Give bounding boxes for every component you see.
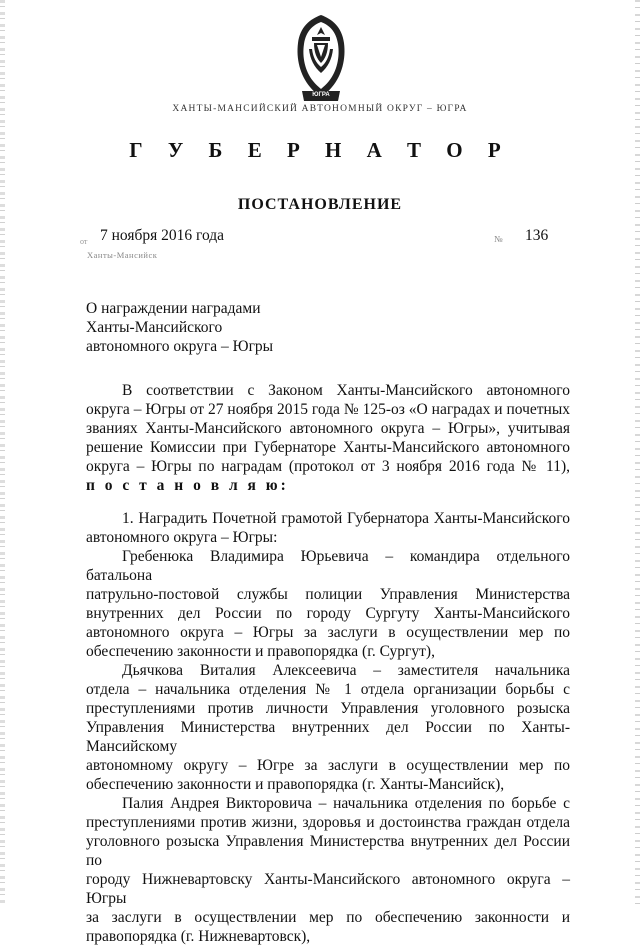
preamble-paragraph [86, 381, 570, 495]
governor-title: Г У Б Е Р Н А Т О Р [129, 138, 511, 162]
emblem-ribbon-text: ЮГРА [312, 92, 330, 98]
number-sign: № [494, 234, 503, 244]
document-date: 7 ноября 2016 года [100, 227, 225, 244]
awardee-line: внутренних дел России по городу Сургуту Ханты-Мансийского [86, 605, 570, 622]
subject-line: О награждении наградами [86, 300, 261, 317]
subject-line: автономного округа – Югры [86, 338, 274, 355]
region-name: ХАНТЫ-МАНСИЙСКИЙ АВТОНОМНЫЙ ОКРУГ – ЮГРА [172, 104, 468, 114]
awardee-line: патрульно-постовой службы полиции Управления Министерства [86, 586, 570, 603]
awardee-line: правопорядка (г. Нижневартовск), [86, 928, 311, 945]
document-type: ПОСТАНОВЛЕНИЕ [237, 196, 403, 213]
awardee-line: Гребенюка Владимира Юрьевича – командира отдельного батальона [86, 548, 570, 584]
section-line: автономного округа – Югры: [86, 529, 278, 546]
decree-verb: п о с т а н о в л я ю: [86, 477, 289, 494]
date-prefix: от [80, 237, 88, 246]
scan-edge-left [0, 0, 5, 905]
awardee-line: Управления Министерства внутренних дел России по Ханты-Мансийскому [86, 719, 570, 755]
awardee-line: отдела – начальника отделения № 1 отдела организации борьбы с [86, 681, 570, 698]
awardee-line: Дьячкова Виталия Алексеевича – заместителя начальника [122, 662, 570, 679]
awardee-line: обеспечению законности и правопорядка (г. Сургут), [86, 643, 435, 660]
subject-line: Ханты-Мансийского [86, 319, 223, 336]
awardee-line: автономному округу – Югре за заслуги в осуществлении мер по [86, 757, 570, 774]
awardee-line: уголовного розыска Управления Министерства внутренних дел России по [86, 833, 570, 869]
preamble-line: округа – Югры по наградам (протокол от 3 ноября 2016 года № 11), [86, 458, 570, 475]
document-subject [86, 299, 386, 356]
awardee-line: автономного округа – Югры за заслуги в осуществлении мер по [86, 624, 570, 641]
preamble-line: округа – Югры от 27 ноября 2015 года № 125-оз «О наградах и почетных [86, 401, 570, 418]
section-1 [86, 509, 570, 946]
section-line: 1. Наградить Почетной грамотой Губернатора Ханты-Мансийского [122, 510, 570, 527]
awardee-line: Палия Андрея Викторовича – начальника отделения по борьбе с [122, 795, 570, 812]
document-city: Ханты-Мансийск [87, 250, 158, 260]
awardee-line: преступлениями против личности Управления уголовного розыска [86, 700, 570, 717]
scan-edge-right [635, 0, 640, 905]
awardee-line: преступлениями против жизни, здоровья и достоинства граждан отдела [86, 814, 570, 831]
document-number: 136 [525, 227, 549, 244]
preamble-line: званиях Ханты-Мансийского автономного округа – Югры», учитывая [86, 420, 570, 437]
awardee-line: за заслуги в осуществлении мер по обеспечению законности и [86, 909, 570, 926]
awardee-line: обеспечению законности и правопорядка (г. Ханты-Мансийск), [86, 776, 505, 793]
preamble-line: решение Комиссии при Губернаторе Ханты-Мансийского автономного [86, 439, 570, 456]
preamble-line: В соответствии с Законом Ханты-Мансийского автономного [122, 382, 570, 399]
awardee-line: городу Нижневартовску Ханты-Мансийского автономного округа – Югры [86, 871, 570, 907]
